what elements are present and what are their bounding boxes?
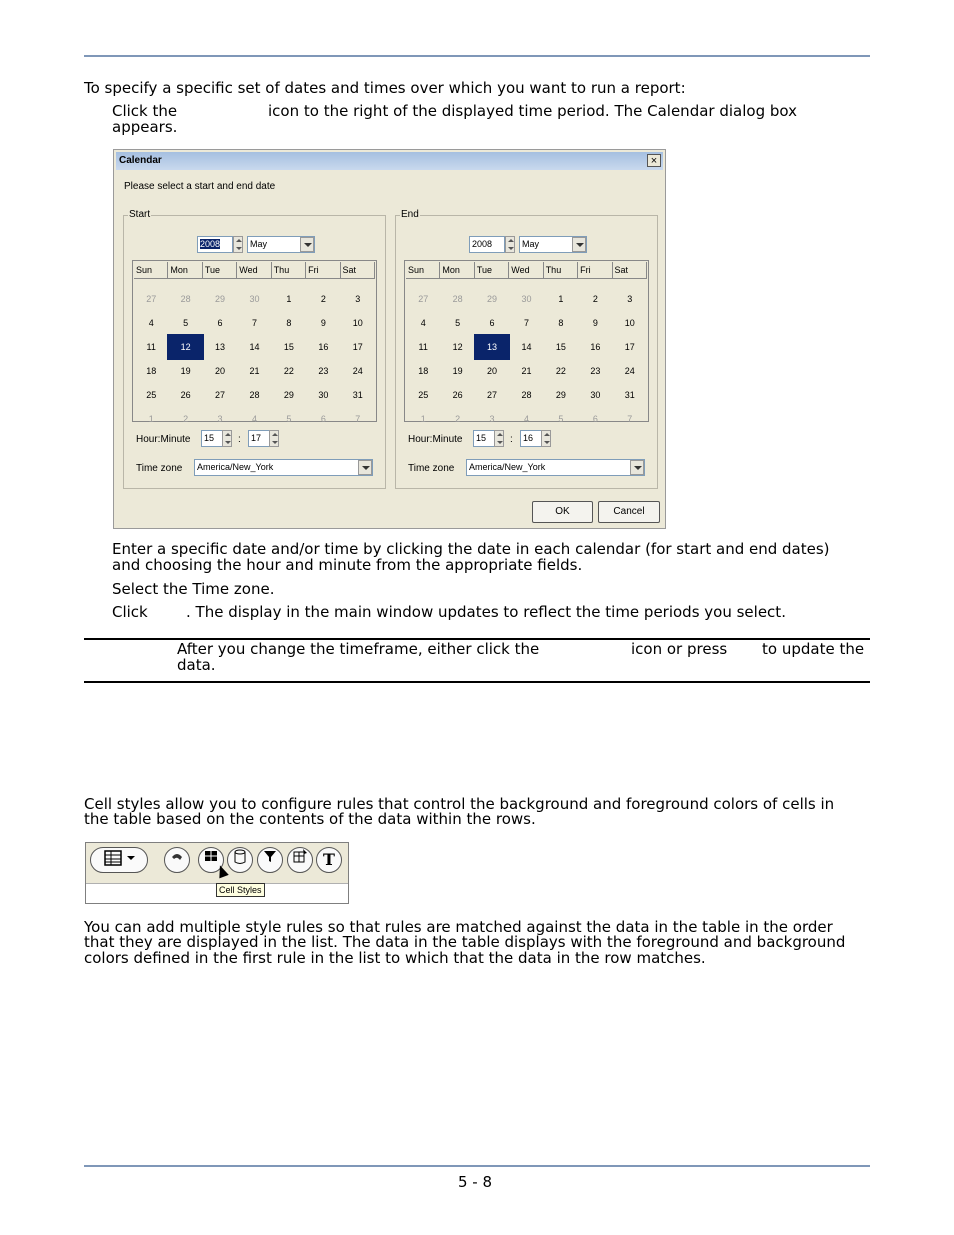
day-cell[interactable]: 15 [555, 342, 566, 352]
dialog-titlebar [116, 152, 663, 170]
note-line2: data. [177, 656, 216, 674]
note-part3: to update the [762, 640, 865, 658]
step2-line2: and choosing the hour and minute from the appropriate fields. [112, 556, 583, 574]
day-cell[interactable]: 23 [590, 366, 601, 376]
day-cell[interactable]: 28 [180, 294, 191, 304]
day-cell[interactable]: 1 [148, 414, 154, 424]
day-cell[interactable]: 3 [355, 294, 361, 304]
end-tz-label: Time zone [408, 463, 455, 474]
day-cell[interactable]: 2 [320, 294, 326, 304]
intro-text: To specify a specific set of dates and times over which you want to run a report: [84, 79, 686, 97]
day-cell[interactable]: 22 [283, 366, 294, 376]
weekday-fri: Fri [578, 262, 612, 279]
weekday-tue: Tue [203, 262, 237, 279]
weekday-thu: Thu [544, 262, 578, 279]
end-year-spinner[interactable] [505, 236, 515, 253]
day-cell[interactable]: 29 [555, 390, 566, 400]
weekday-fri: Fri [306, 262, 340, 279]
chevron-down-icon[interactable] [630, 460, 644, 475]
day-cell[interactable]: 5 [558, 414, 564, 424]
day-cell[interactable]: 3 [489, 414, 495, 424]
day-cell[interactable]: 21 [249, 366, 260, 376]
day-cell[interactable]: 17 [624, 342, 635, 352]
weekday-wed: Wed [237, 262, 271, 279]
end-group [395, 209, 658, 489]
ok-button[interactable]: OK [532, 501, 593, 523]
day-cell[interactable]: 18 [418, 366, 429, 376]
day-cell[interactable]: 27 [146, 294, 157, 304]
day-cell[interactable]: 4 [148, 318, 154, 328]
text-icon[interactable]: T [316, 847, 342, 873]
day-cell[interactable]: 5 [286, 414, 292, 424]
weekday-sat: Sat [613, 262, 647, 279]
day-cell[interactable]: 7 [355, 414, 361, 424]
day-cell[interactable]: 6 [320, 414, 326, 424]
end-tz-select[interactable]: America/New_York [466, 459, 645, 476]
day-cell[interactable]: 1 [286, 294, 292, 304]
day-cell[interactable]: 6 [489, 318, 495, 328]
note-bottom-rule [84, 681, 870, 683]
day-cell[interactable]: 26 [452, 390, 463, 400]
close-icon[interactable]: × [647, 154, 661, 167]
day-cell[interactable]: 6 [217, 318, 223, 328]
day-cell[interactable]: 14 [249, 342, 260, 352]
cancel-button[interactable]: Cancel [598, 501, 660, 523]
day-cell[interactable]: 19 [180, 366, 191, 376]
day-cell[interactable]: 8 [558, 318, 564, 328]
end-minute-field[interactable]: 16 [520, 430, 548, 447]
day-cell[interactable]: 10 [624, 318, 635, 328]
day-cell[interactable]: 5 [183, 318, 189, 328]
day-cell[interactable]: 20 [487, 366, 498, 376]
day-cell[interactable]: 24 [352, 366, 363, 376]
step1-rest: icon to the right of the displayed time period. The Calendar dialog box [268, 102, 797, 120]
day-cell[interactable]: 30 [249, 294, 260, 304]
start-hour-spinner[interactable] [222, 430, 232, 447]
weekday-sun: Sun [134, 262, 168, 279]
day-cell[interactable]: 10 [352, 318, 363, 328]
day-cell[interactable]: 13 [475, 335, 509, 359]
day-cell[interactable]: 28 [249, 390, 260, 400]
day-cell[interactable]: 7 [251, 318, 257, 328]
dialog-title: Calendar [119, 155, 162, 166]
cell-styles-para-line1: Cell styles allow you to configure rules that control the background and foreground colors of cells in [84, 795, 835, 813]
page-number: 5 - 8 [458, 1173, 493, 1191]
day-cell[interactable]: 19 [452, 366, 463, 376]
day-cell[interactable]: 13 [215, 342, 226, 352]
day-cell[interactable]: 25 [418, 390, 429, 400]
day-cell[interactable]: 3 [217, 414, 223, 424]
end-group-label: End [401, 209, 419, 220]
start-year-field[interactable]: 2008 [197, 236, 233, 253]
weekday-thu: Thu [272, 262, 306, 279]
day-cell[interactable]: 3 [627, 294, 633, 304]
start-minute-spinner[interactable] [269, 430, 279, 447]
day-cell[interactable]: 14 [521, 342, 532, 352]
day-cell[interactable]: 4 [251, 414, 257, 424]
day-cell[interactable]: 4 [420, 318, 426, 328]
weekday-header [406, 262, 647, 279]
day-cell[interactable]: 1 [420, 414, 426, 424]
day-cell[interactable]: 6 [592, 414, 598, 424]
day-cell[interactable]: 1 [558, 294, 564, 304]
day-cell[interactable]: 26 [180, 390, 191, 400]
day-cell[interactable]: 4 [523, 414, 529, 424]
step4-click: Click [112, 603, 148, 621]
day-cell[interactable]: 28 [521, 390, 532, 400]
start-group-label: Start [129, 209, 151, 220]
day-cell[interactable]: 31 [352, 390, 363, 400]
day-cell[interactable]: 16 [590, 342, 601, 352]
start-tz-select[interactable]: America/New_York [194, 459, 373, 476]
filter-icon[interactable] [257, 847, 283, 873]
database-icon[interactable] [227, 847, 253, 873]
toolbar-bar [86, 843, 348, 884]
start-hour-label: Hour:Minute [136, 434, 191, 445]
day-cell[interactable]: 29 [487, 294, 498, 304]
day-cell[interactable]: 7 [627, 414, 633, 424]
day-cell[interactable]: 30 [521, 294, 532, 304]
weekday-sun: Sun [406, 262, 440, 279]
step3-text: Select the Time zone. [112, 580, 275, 598]
end-month-select[interactable]: May [519, 236, 587, 253]
day-cell[interactable]: 16 [318, 342, 329, 352]
undo-icon[interactable] [164, 847, 190, 873]
table-edit-icon[interactable] [287, 847, 313, 873]
day-cell[interactable]: 18 [146, 366, 157, 376]
day-cell[interactable]: 27 [487, 390, 498, 400]
day-cell[interactable]: 15 [283, 342, 294, 352]
day-cell[interactable]: 2 [183, 414, 189, 424]
day-cell[interactable]: 27 [418, 294, 429, 304]
day-cell[interactable]: 12 [168, 335, 202, 359]
day-cell[interactable]: 29 [215, 294, 226, 304]
toolbar-screenshot [85, 842, 349, 904]
para2-line1: You can add multiple style rules so that rules are matched against the data in the table in the order [84, 918, 833, 936]
start-minute-field[interactable]: 17 [248, 430, 276, 447]
para2-line3: colors defined in the first rule in the list to which that the data in the row matches. [84, 949, 706, 967]
end-days [406, 287, 647, 431]
end-minute-spinner[interactable] [541, 430, 551, 447]
day-cell[interactable]: 27 [215, 390, 226, 400]
day-cell[interactable]: 23 [318, 366, 329, 376]
end-calendar-grid [404, 260, 649, 422]
end-year-field[interactable]: 2008 [469, 236, 505, 253]
step1-click: Click the [112, 102, 178, 120]
end-colon: : [510, 434, 513, 445]
day-cell[interactable]: 5 [455, 318, 461, 328]
day-cell[interactable]: 12 [452, 342, 463, 352]
day-cell[interactable]: 25 [146, 390, 157, 400]
cell-styles-tooltip: Cell Styles [216, 883, 265, 897]
para2-line2: that they are displayed in the list. The data in the table displays with the foreground and background [84, 933, 846, 951]
day-cell[interactable]: 30 [318, 390, 329, 400]
day-cell[interactable]: 24 [624, 366, 635, 376]
step4-rest: . The display in the main window updates to reflect the time periods you select. [186, 603, 786, 621]
weekday-sat: Sat [341, 262, 375, 279]
start-group [123, 209, 386, 489]
start-calendar-grid [132, 260, 377, 422]
start-hour-field[interactable]: 15 [201, 430, 229, 447]
footer-rule [84, 1165, 870, 1167]
end-hour-label: Hour:Minute [408, 434, 463, 445]
day-cell[interactable]: 17 [352, 342, 363, 352]
step1-line2: appears. [112, 118, 178, 136]
day-cell[interactable]: 11 [418, 342, 428, 352]
start-month-select[interactable]: May [247, 236, 315, 253]
table-view-icon[interactable] [90, 847, 148, 873]
day-cell[interactable]: 9 [320, 318, 326, 328]
calendar-dialog [113, 149, 666, 529]
chevron-down-icon[interactable] [572, 237, 586, 252]
dialog-prompt: Please select a start and end date [124, 181, 276, 192]
day-cell[interactable]: 20 [215, 366, 226, 376]
chevron-down-icon[interactable] [300, 237, 314, 252]
start-year-spinner[interactable] [233, 236, 243, 253]
day-cell[interactable]: 22 [555, 366, 566, 376]
day-cell[interactable]: 30 [590, 390, 601, 400]
header-rule [84, 55, 870, 57]
weekday-header [134, 262, 375, 279]
note-part2: icon or press [631, 640, 728, 658]
day-cell[interactable]: 2 [592, 294, 598, 304]
day-cell[interactable]: 28 [452, 294, 463, 304]
weekday-tue: Tue [475, 262, 509, 279]
day-cell[interactable]: 2 [455, 414, 461, 424]
day-cell[interactable]: 31 [624, 390, 635, 400]
day-cell[interactable]: 7 [523, 318, 529, 328]
day-cell[interactable]: 29 [283, 390, 294, 400]
start-colon: : [238, 434, 241, 445]
start-days [134, 287, 375, 431]
note-part1: After you change the timeframe, either click the [177, 640, 540, 658]
day-cell[interactable]: 9 [592, 318, 598, 328]
end-hour-field[interactable]: 15 [473, 430, 501, 447]
end-hour-spinner[interactable] [494, 430, 504, 447]
weekday-wed: Wed [509, 262, 543, 279]
step2-line1: Enter a specific date and/or time by clicking the date in each calendar (for start and end dates) [112, 540, 830, 558]
weekday-mon: Mon [440, 262, 474, 279]
weekday-mon: Mon [168, 262, 202, 279]
day-cell[interactable]: 8 [286, 318, 292, 328]
chevron-down-icon[interactable] [358, 460, 372, 475]
cell-styles-para-line2: the table based on the contents of the data within the rows. [84, 810, 536, 828]
day-cell[interactable]: 21 [521, 366, 532, 376]
start-tz-label: Time zone [136, 463, 183, 474]
day-cell[interactable]: 11 [146, 342, 156, 352]
